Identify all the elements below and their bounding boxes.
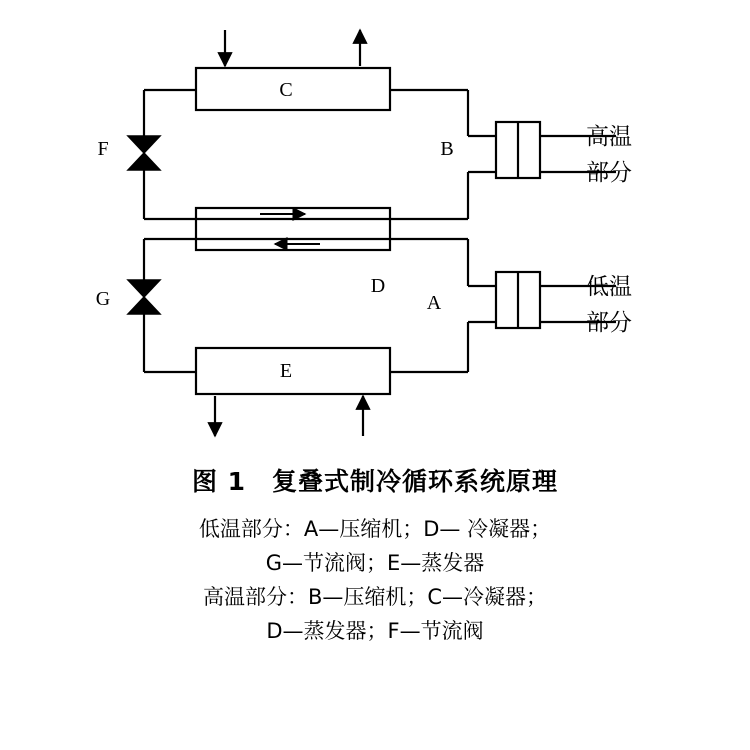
label-valve-f: F xyxy=(97,138,109,160)
caption-line-4: D—蒸发器；F—节流阀 xyxy=(266,619,484,644)
caption-line-1: 低温部分：A—压缩机；D— 冷凝器； xyxy=(198,517,552,541)
label-high-temp-line2: 部分 xyxy=(586,160,632,186)
label-condenser-c: C xyxy=(279,79,293,101)
figure-title: 图 1 复叠式制冷循环系统原理 xyxy=(191,467,559,496)
throttle-valve-f-symbol xyxy=(128,136,160,170)
label-compressor-b: B xyxy=(440,138,454,160)
label-valve-g: G xyxy=(95,288,111,310)
label-low-temp-line1: 低温 xyxy=(586,274,632,300)
throttle-valve-g-symbol xyxy=(128,280,160,314)
label-heat-exchanger-d: D xyxy=(370,275,386,297)
evaporator-e-box xyxy=(196,348,390,394)
label-high-temp-line1: 高温 xyxy=(586,124,632,150)
label-low-temp-line2: 部分 xyxy=(586,310,632,336)
label-compressor-a: A xyxy=(426,292,442,314)
condenser-c-box xyxy=(196,68,390,110)
caption-line-2: G—节流阀；E—蒸发器 xyxy=(265,551,485,576)
label-evaporator-e: E xyxy=(279,360,293,382)
caption-line-3: 高温部分：B—压缩机；C—冷凝器； xyxy=(202,585,548,610)
figure-caption-block xyxy=(0,462,750,648)
